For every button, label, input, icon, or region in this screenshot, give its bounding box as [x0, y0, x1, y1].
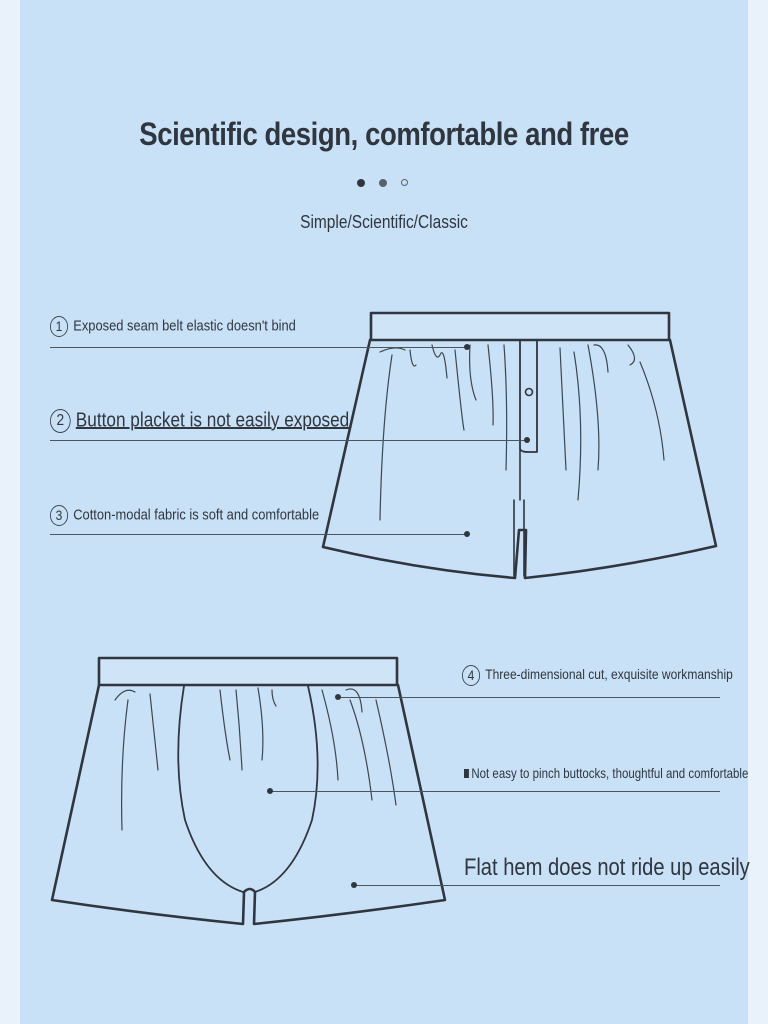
callout-point-6 [351, 882, 357, 888]
callout-leader-5 [270, 791, 720, 792]
callout-marker-5 [464, 769, 469, 778]
callout-point-5 [267, 788, 273, 794]
page-subtitle: Simple/Scientific/Classic [300, 212, 468, 232]
callout-text-4: Three-dimensional cut, exquisite workmanship [485, 666, 733, 683]
callout-text-2: Button placket is not easily exposed [75, 409, 350, 432]
page-title: Scientific design, comfortable and free [139, 116, 629, 152]
callout-point-3 [464, 531, 470, 537]
callout-3 [50, 505, 319, 526]
callout-2 [50, 409, 349, 433]
callout-number-2: 2 [50, 409, 71, 433]
callout-4 [462, 665, 733, 686]
callout-point-4 [335, 694, 341, 700]
callout-number-1: 1 [50, 316, 68, 337]
callout-number-3: 3 [50, 505, 68, 526]
callout-5 [464, 765, 748, 781]
callout-text-6: Flat hem does not ride up easily [464, 854, 750, 881]
callout-text-5: Not easy to pinch buttocks, thoughtful and comfortable [471, 765, 749, 781]
callout-leader-4 [338, 697, 720, 698]
callout-6 [464, 854, 750, 882]
callout-point-2 [524, 437, 530, 443]
callout-1 [50, 316, 296, 337]
callout-text-3: Cotton-modal fabric is soft and comfortable [73, 506, 320, 524]
callout-text-1: Exposed seam belt elastic doesn't bind [73, 317, 296, 335]
callout-leader-6 [354, 885, 720, 886]
callout-point-1 [464, 344, 470, 350]
callout-leader-1 [50, 347, 467, 348]
callout-leader-3 [50, 534, 467, 535]
callout-number-4: 4 [462, 665, 480, 686]
callout-leader-2 [50, 440, 527, 441]
